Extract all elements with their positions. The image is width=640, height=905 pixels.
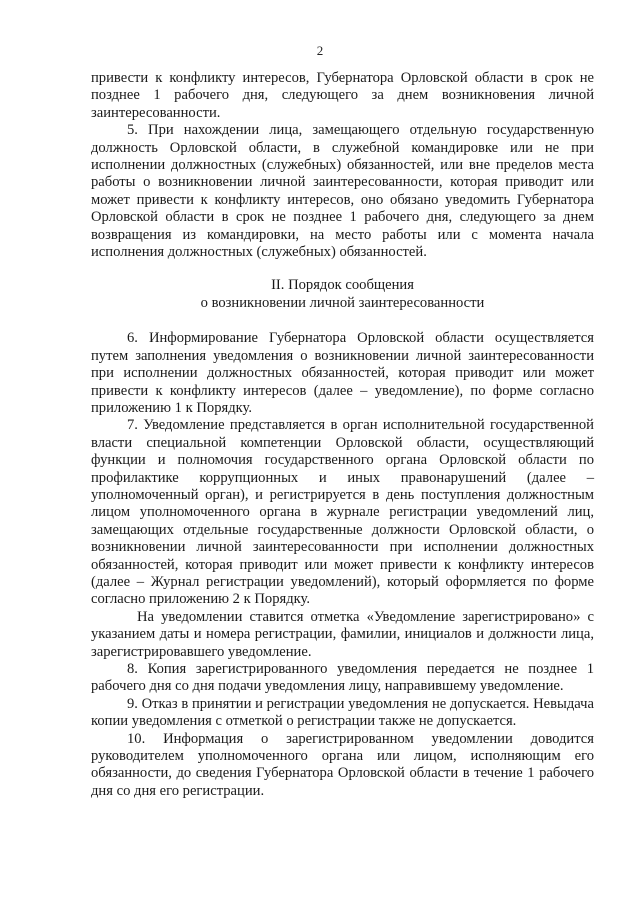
paragraph-7: 7. Уведомление представляется в орган исполнительной государственной власти специальной компетенции Орловской области, осуществляющий функции и полномочия государственного органа Орловской области по профилактике коррупционных и иных правонарушений (далее – уполномоченный орган), и регистрируется в день поступления должностным лицом уполномоченного органа в журнале регистрации уведомлений лиц, замещающих отдельные государственные должности Орловской области, о возникновении личной заинтересованности при исполнении должностных обязанностей, которая приводит или может привести к конфликту интересов (далее – Журнал регистрации уведомлений), который оформляется по форме согласно приложению 2 к Порядку. [91,417,594,608]
section-title-line-1: II. Порядок сообщения [271,277,414,294]
page-number: 2 [316,43,324,58]
paragraph-10: 10. Информация о зарегистрированном уведомлении доводится руководителем уполномоченного органа или лицом, исполняющим его обязанности, до сведения Губернатора Орловской области в течение 1 рабочего дня со дня его регистрации. [91,730,594,799]
paragraph-continuation: привести к конфликту интересов, Губернатора Орловской области в срок не позднее 1 рабочего дня, следующего за днем возникновения личной заинтересованности. [91,70,594,121]
paragraph-6: 6. Информирование Губернатора Орловской области осуществляется путем заполнения уведомления о возникновении личной заинтересованности при исполнении должностных обязанностей, которая приводит или может привести к конфликту интересов (далее – уведомление), по форме согласно приложению 1 к Порядку. [91,330,594,416]
document-body [91,70,594,800]
section-title-line-2: о возникновении личной заинтересованности [200,294,485,311]
paragraph-8: 8. Копия зарегистрированного уведомления передается не позднее 1 рабочего дня со дня подачи уведомления лицу, направившему уведомление. [91,661,594,695]
paragraph-9: 9. Отказ в принятии и регистрации уведомления не допускается. Невыдача копии уведомления с отметкой о регистрации также не допускается. [91,695,594,730]
paragraph-7-note: На уведомлении ставится отметка «Уведомление зарегистрировано» с указанием даты и номера регистрации, фамилии, инициалов и должности лица, зарегистрировавшего уведомление. [91,608,594,660]
section-heading [91,277,594,312]
paragraph-5: 5. При нахождении лица, замещающего отдельную государственную должность Орловской области, в служебной командировке или не при исполнении должностных (служебных) обязанностей, или вне пределов места работы о возникновении личной заинтересованности, которая приводит или может привести к конфликту интересов, оно обязано уведомить Губернатора Орловской области в срок не позднее 1 рабочего дня, следующего за днем возвращения из командировки, на место работы или с момента начала исполнения должностных (служебных) обязанностей. [91,122,594,261]
